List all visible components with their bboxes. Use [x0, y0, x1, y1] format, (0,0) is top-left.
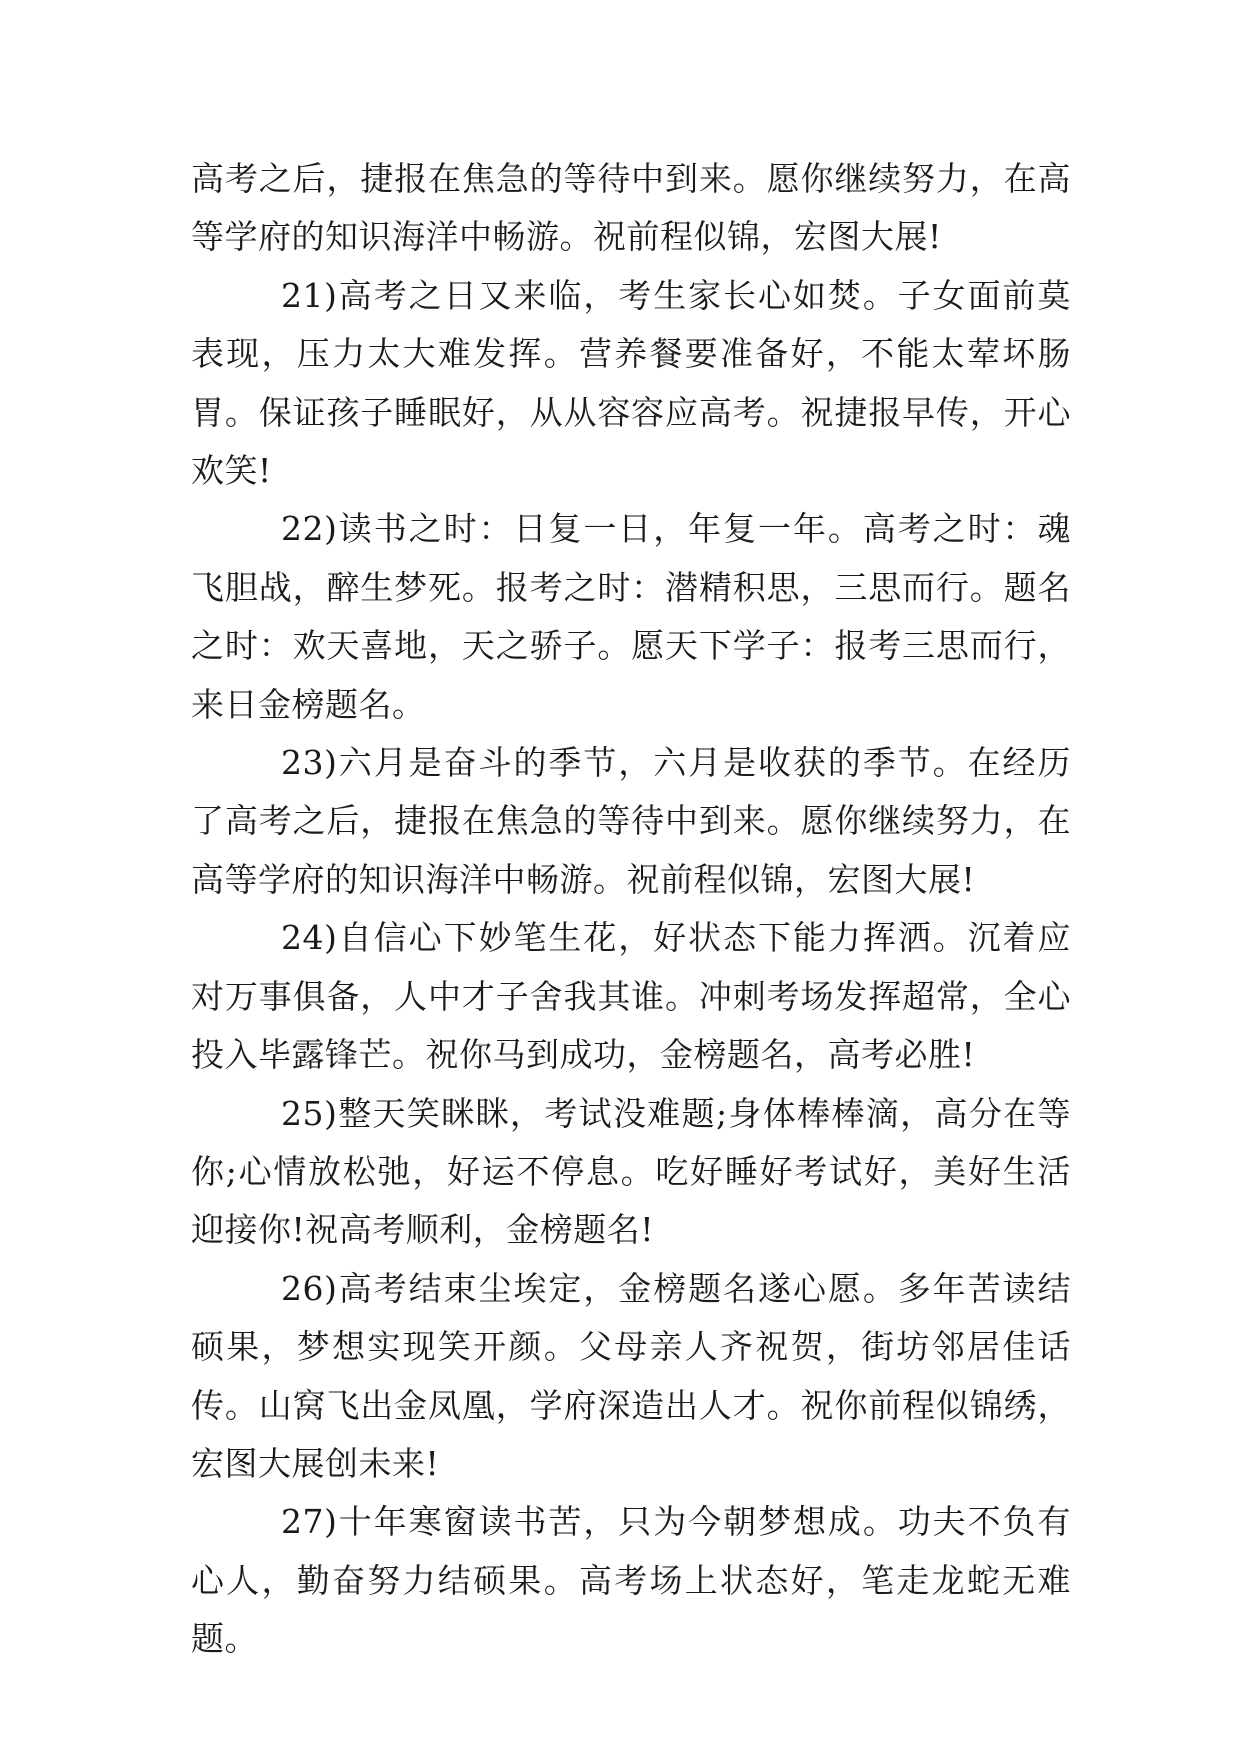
paragraph-item-26: 26)高考结束尘埃定，金榜题名遂心愿。多年苦读结硕果，梦想实现笑开颜。父母亲人齐祝贺，街坊邻居佳话传。山窝飞出金凤凰，学府深造出人才。祝你前程似锦绣，宏图大展创未来! — [191, 1268, 1071, 1483]
paragraph-item-25: 25)整天笑眯眯，考试没难题;身体棒棒滴，高分在等你;心情放松弛，好运不停息。吃好睡好考试好，美好生活迎接你!祝高考顺利，金榜题名! — [191, 1093, 1071, 1250]
paragraph-item-22: 22)读书之时：日复一日，年复一年。高考之时：魂飞胆战，醉生梦死。报考之时：潜精积思，三思而行。题名之时：欢天喜地，天之骄子。愿天下学子：报考三思而行，来日金榜题名。 — [191, 509, 1071, 724]
body-text — [191, 150, 1071, 1669]
paragraph-item-21: 21)高考之日又来临，考生家长心如焚。子女面前莫表现，压力太大难发挥。营养餐要准备好，不能太荤坏肠胃。保证孩子睡眠好，从从容容应高考。祝捷报早传，开心欢笑! — [191, 275, 1071, 491]
paragraph-continuation: 高考之后，捷报在焦急的等待中到来。愿你继续努力，在高等学府的知识海洋中畅游。祝前程似锦，宏图大展! — [191, 159, 1071, 257]
paragraph-item-24: 24)自信心下妙笔生花，好状态下能力挥洒。沉着应对万事俱备，人中才子舍我其谁。冲刺考场发挥超常，全心投入毕露锋芒。祝你马到成功，金榜题名，高考必胜! — [191, 918, 1071, 1075]
paragraph-item-27: 27)十年寒窗读书苦，只为今朝梦想成。功夫不负有心人，勤奋努力结硕果。高考场上状态好，笔走龙蛇无难题。 — [191, 1502, 1071, 1659]
paragraph-item-23: 23)六月是奋斗的季节，六月是收获的季节。在经历了高考之后，捷报在焦急的等待中到来。愿你继续努力，在高等学府的知识海洋中畅游。祝前程似锦，宏图大展! — [191, 743, 1071, 899]
